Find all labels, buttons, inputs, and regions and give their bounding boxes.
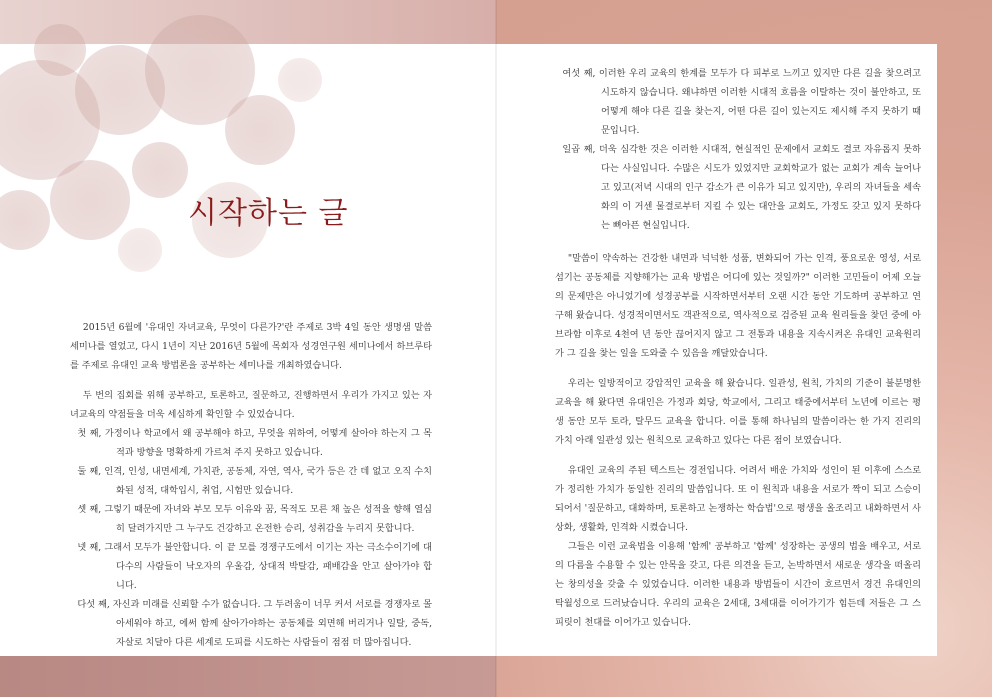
left-paragraph-2: 두 번의 집회를 위해 공부하고, 토론하고, 질문하고, 진행하면서 우리가 가지고 있는 자녀교육의 약점들을 더욱 세심하게 확인할 수 있었습니다. bbox=[70, 390, 432, 420]
bottom-band-left bbox=[0, 656, 496, 697]
left-paragraph-1: 2015년 6월에 '유대인 자녀교육, 무엇이 다른가?'란 주제로 3박 4일 동안 생명샘 말씀세미나를 열었고, 다시 1년이 지난 2016년 5월에 목회자 성경연구원 세미나에서 하브루타를 주제로 유대인 교육 방법론을 공부하는 세미나를 개최하였습니다. bbox=[70, 322, 432, 371]
left-point-2: 둘 째, 인격, 인성, 내면세계, 가치관, 공동체, 자연, 역사, 국가 등은 간 데 없고 오직 수치화된 성적, 대학입시, 취업, 시험만 있습니다. bbox=[77, 466, 432, 496]
right-point-6: 여섯 째, 이러한 우리 교육의 한계를 모두가 다 피부로 느끼고 있지만 다른 길을 찾으려고 시도하지 않습니다. 왜냐하면 이러한 시대적 흐름을 이탈하는 것이 불안하고, 또 어떻게 해야 다른 길을 찾는지, 어떤 다른 길이 있는지도 제시해 주지 못하기 때문입니다. bbox=[562, 68, 921, 136]
left-point-3: 셋 째, 그렇기 때문에 자녀와 부모 모두 이유와 꿈, 목적도 모른 채 높은 성적을 향해 열심히 달려가지만 그 누구도 건강하고 온전한 승리, 성취감을 누리지 못합니다. bbox=[77, 504, 432, 534]
right-paragraph-3: 유대인 교육의 주된 텍스트는 경전입니다. 어려서 배운 가치와 성인이 된 이후에 스스로가 정리한 가치가 동일한 진리의 말씀입니다. 또 이 원칙과 내용을 서로가 짝이 되고 스승이 되어서 '질문하고, 대화하며, 토론하고 논쟁하는 학습법'으로 평생을 올조리고 내화하면서 사상화, 생활화, 인격화 시켰습니다. bbox=[555, 465, 921, 533]
left-point-1: 첫 째, 가정이나 학교에서 왜 공부해야 하고, 무엇을 위하여, 어떻게 살아야 하는지 그 목적과 방향을 명확하게 가르쳐 주지 못하고 있습니다. bbox=[77, 428, 432, 458]
right-paragraph-2: 우리는 일방적이고 강압적인 교육을 해 왔습니다. 일관성, 원칙, 가치의 기준이 불분명한 교육을 해 왔다면 유대인은 가정과 회당, 학교에서, 그리고 태중에서부터 노년에 이르는 평생 동안 모두 토라, 탈무드 교육을 합니다. 이를 통해 하나님의 말씀이라는 한 가지 진리의 가치 아래 일관성 있는 원칙으로 교육하고 있다는 다른 점이 보였습니다. bbox=[555, 378, 921, 446]
page-title: 시작하는 글 bbox=[188, 196, 349, 231]
bokeh-decoration bbox=[0, 0, 496, 320]
left-column bbox=[70, 318, 432, 652]
page-spine bbox=[495, 0, 497, 697]
left-point-4: 넷 째, 그래서 모두가 불안합니다. 이 끝 모를 경쟁구도에서 이기는 자는 극소수이기에 대다수의 사람들이 낙오자의 우울감, 상대적 박탈감, 패배감을 안고 살아가야 합니다. bbox=[77, 542, 432, 591]
right-paragraph-1: "말씀이 약속하는 건강한 내면과 넉넉한 성품, 변화되어 가는 인격, 풍요로운 영성, 서로 섬기는 공동체를 지향해가는 교육 방법은 어디에 있는 것일까?" 이러한 고민들이 어제 오늘의 문제만은 아니었기에 성경공부를 시작하면서부터 오랜 시간 동안 기도하며 공부하고 연구해 왔습니다. 성경적이면서도 객관적으로, 역사적으로 검증된 교육 원리들을 찾던 중에 아브라함 이후로 4천여 년 동안 끊어지지 않고 그 전통과 내용을 지속시켜온 유대인 교육원리가 그 길을 찾는 일을 도와줄 수 있음을 깨달았습니다. bbox=[555, 253, 921, 359]
right-column bbox=[555, 64, 921, 632]
right-paragraph-4: 그들은 이런 교육법을 이용해 '함께' 공부하고 '함께' 성장하는 공생의 법을 배우고, 서로의 다름을 수용할 수 있는 안목을 갖고, 다른 의견을 듣고, 논박하면서 새로운 생각을 떠올리는 창의성을 갖출 수 있었습니다. 이러한 내용과 방법들이 시간이 흐르면서 경건 유대인의 탁월성으로 드러났습니다. 우리의 교육은 2세대, 3세대를 이어가기가 힘든데 저들은 그 스피릿이 천대를 이어가고 있습니다. bbox=[555, 541, 921, 628]
left-point-5: 다섯 째, 자신과 미래를 신뢰할 수가 없습니다. 그 두려움이 너무 커서 서로를 경쟁자로 몰아세워야 하고, 에써 함께 살아가야하는 공동체를 외면해 버리거나 일탈, 중독, 자살로 치달아 다른 세계로 도피를 시도하는 사람들이 점점 더 많아집니다. bbox=[77, 599, 432, 648]
right-point-7: 일곱 째, 더욱 심각한 것은 이러한 시대적, 현실적인 문제에서 교회도 결코 자유롭지 못하다는 사실입니다. 수많은 시도가 있었지만 교회학교가 없는 교회가 계속 늘어나고 있고(저녁 시대의 인구 감소가 큰 이유가 되고 있지만), 우리의 자녀들을 세속화의 이 거센 물결로부터 지킬 수 있는 대안을 교회도, 가정도 갖고 있지 못하다는 뼈아픈 현실입니다. bbox=[562, 144, 921, 231]
